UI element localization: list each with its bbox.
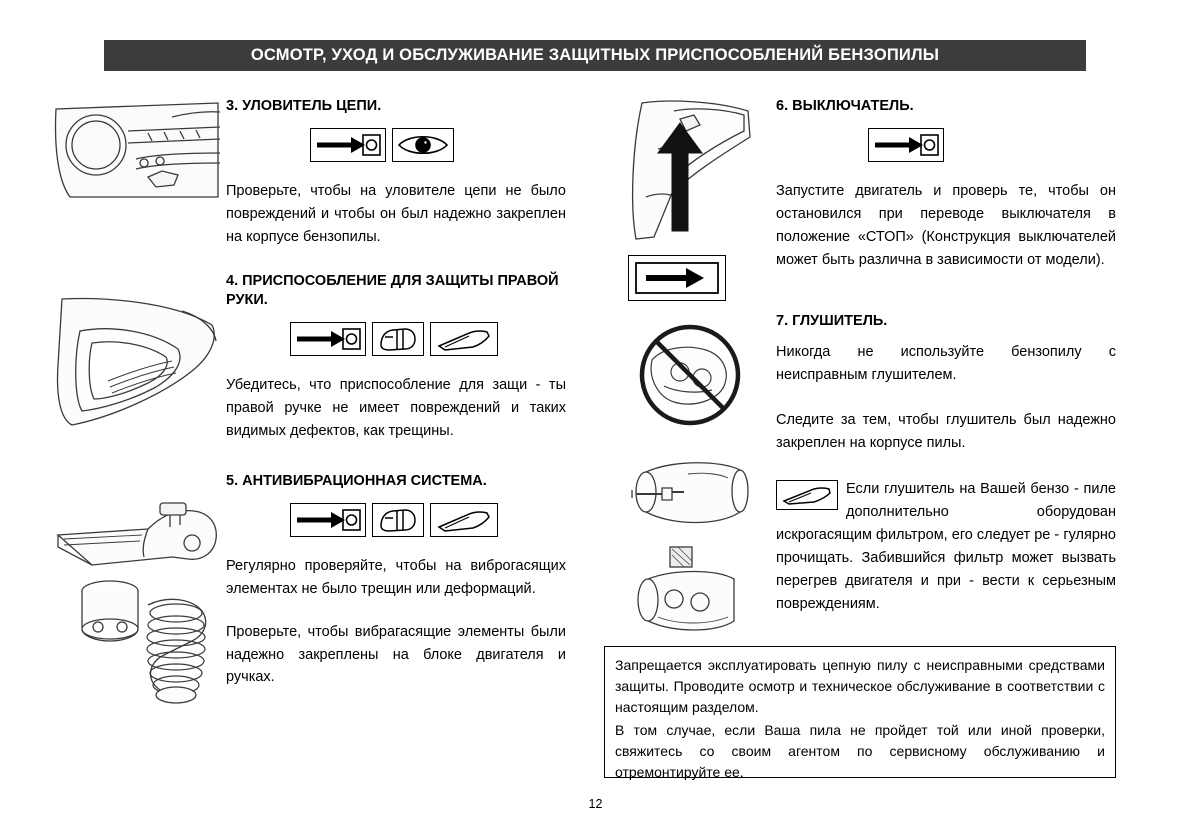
- arrow-box-icon: [868, 128, 944, 162]
- page-number: 12: [588, 797, 603, 811]
- section-body-7b: Следите за тем, чтобы глушитель был надежно закреплен на корпусе пилы.: [776, 411, 1116, 451]
- switch-lever-photo: [628, 97, 754, 243]
- page-header-banner: [104, 40, 1086, 71]
- figure-anti-vibration: [52, 495, 227, 710]
- section-title-3: 3. УЛОВИТЕЛЬ ЦЕПИ.: [226, 98, 382, 114]
- section-title-4: 4. ПРИСПОСОБЛЕНИЕ ДЛЯ ЗАЩИТЫ ПРАВОЙ РУКИ.: [226, 273, 559, 308]
- arrow-box-icon: [628, 255, 726, 301]
- no-muffler-prohibited-photo: [628, 320, 754, 430]
- right-hand-guard-photo: [52, 295, 222, 430]
- figure-no-muffler: [628, 320, 754, 430]
- file-tool-icon: [430, 322, 498, 356]
- arrow-box-icon: [290, 503, 366, 537]
- section-body-6: Запустите двигатель и проверь те, чтобы он остановился при переводе выключателя в положение «СТОП» (Конструкция выключателей может быть различна в зависимости от модели).: [776, 182, 1116, 268]
- section-body-7a: Никогда не используйте бензопилу с неисправным глушителем.: [776, 343, 1116, 383]
- section-title-7: 7. ГЛУШИТЕЛЬ.: [776, 313, 888, 329]
- hand-grip-icon: [372, 503, 424, 537]
- pictogram-row-3: [310, 128, 566, 162]
- file-tool-icon: [430, 503, 498, 537]
- section-body-7c: Если глушитель на Вашей бензо - пиле дополнительно оборудован искрогасящим фильтром, его следует ре - гулярно прочищать. Забившийся фильтр может вызвать перегрев двигателя и при - вести к серьезным повреждениям.: [776, 481, 1116, 612]
- arrow-box-icon: [290, 322, 366, 356]
- file-tool-icon: [776, 480, 838, 510]
- hand-grip-icon: [372, 322, 424, 356]
- section-body-4: Убедитесь, что приспособление для защи - ты правой ручке не имеет повреждений и таких видимых дефектов, как трещины.: [226, 376, 566, 439]
- warning-note-box: [604, 646, 1116, 778]
- eye-icon: [392, 128, 454, 162]
- figure-switch-lever: [628, 97, 754, 243]
- section-right-hand-guard: [226, 272, 566, 442]
- section-muffler: [776, 312, 1116, 616]
- figure-right-hand-guard: [52, 295, 222, 430]
- note-paragraph-2: В том случае, если Ваша пила не пройдет той или иной проверки, свяжитесь со своим агентом по сервисному обслуживанию и отремонтируйте ее.: [615, 722, 1105, 780]
- figure-chain-catcher: [52, 97, 222, 202]
- section-body-5b: Проверьте, чтобы вибрагасящие элементы были надежно закреплены на блоке двигателя и ручках.: [226, 623, 566, 686]
- section-body-5a: Регулярно проверяйте, чтобы на виброгасящих элементах не было трещин или деформаций.: [226, 557, 566, 597]
- figure-muffler-screw: [628, 450, 754, 542]
- page-title: ОСМОТР, УХОД И ОБСЛУЖИВАНИЕ ЗАЩИТНЫХ ПРИСПОСОБЛЕНИЙ БЕНЗОПИЛЫ: [250, 46, 940, 64]
- muffler-screw-photo: [628, 450, 754, 542]
- section-anti-vibration: [226, 472, 566, 689]
- section-title-6: 6. ВЫКЛЮЧАТЕЛЬ.: [776, 98, 914, 114]
- note-paragraph-1: Запрещается эксплуатировать цепную пилу с неисправными средствами защиты. Проводите осмотр и техническое обслуживание в соответствии с настоящим разделом.: [615, 657, 1105, 715]
- anti-vibration-photo: [52, 495, 227, 710]
- section-switch: [776, 97, 1116, 271]
- section-title-5: 5. АНТИВИБРАЦИОННАЯ СИСТЕМА.: [226, 473, 487, 489]
- pictogram-row-6: [868, 128, 1116, 162]
- chain-catcher-photo: [52, 97, 222, 202]
- pictogram-row-5: [290, 503, 566, 537]
- spark-arrestor-photo: [628, 545, 754, 641]
- pictogram-arrow-stop-box: [628, 255, 726, 301]
- section-chain-catcher: [226, 97, 566, 249]
- figure-spark-arrestor: [628, 545, 754, 641]
- section-body-7c-wrapper: [776, 478, 1116, 615]
- section-body-3: Проверьте, чтобы на уловителе цепи не было повреждений и чтобы он был надежно закреплен на корпусе бензопилы.: [226, 182, 566, 245]
- pictogram-row-4: [290, 322, 566, 356]
- arrow-box-icon: [310, 128, 386, 162]
